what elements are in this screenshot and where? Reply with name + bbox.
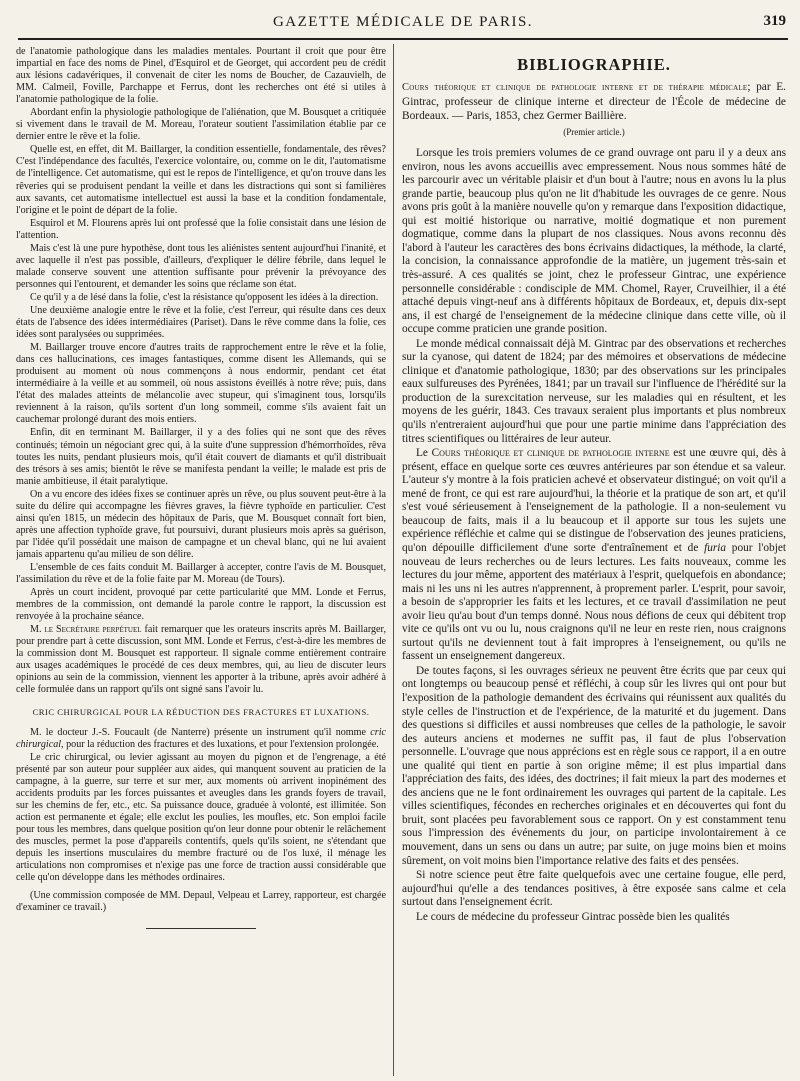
paragraph: De toutes façons, si les ouvrages sérieux ne peuvent être écrits que par ceux qui ont longtemps ou beaucoup pensé et réfléchi, à coup sûr les livres qui ont pour but l'exposition de la pathologie demandent des écrivains qui réunissent aux qualités du style celles de l'instruction et de l'expérience, de la maturité et du jugement. Dans des questions si difficiles et aussi nombreuses que celles de la pathologie, le savoir des auteurs anciens et modernes ne suffit pas, il faut de plus l'observation personnelle. L'ouvrage que nous apprécions est en règle sous ce rapport, il a en outre une qualité qui tient en partie à son origine même; il est plus impartial dans l'appréciation des faits, des idées, des doctrines; il fait mieux la part des modernes et des anciens que ne le font ordinairement les ouvrages qui partent de la capitale. Les villes scientifiques, fécondes en recherches originales et en découvertes qui font du bruit, sont placées peu favorablement sous ce rapport. On y est constamment tenu sous l'impression des événements du jour, on participe involontairement à ce mouvement, dans un sens ou dans un autre; par suite, on juge moins bien et moins sûrement, on voit moins bien l'importance relative des faits et des pensées.: [402, 664, 786, 867]
paragraph: Une deuxième analogie entre le rêve et la folie, c'est l'erreur, qui résulte dans ces deux états de l'absence des idées intermédiaires (Pariset). Dans le rêve comme dans la folie, ces idées sont paralysées ou supprimées.: [16, 304, 386, 341]
para-mid: est une œuvre qui, dès à présent, efface en quelque sorte ces œuvres antérieures par son étendue et sa valeur. L'auteur s'y montre à la fois praticien achevé et observateur distingué; on voit qu'il a mené de front, ce qui est rare aujourd'hui, la théorie et la pratique de son art, et qu'il s'est voué sérieusement à l'enseignement de la pathologie. Il a non-seulement vu beaucoup de faits, mais il a lu beaucoup et il apporte sur tous les sujets une expérience réfléchie et calme qui se distingue de l'observation des jeunes praticiens, qu'on dépouille difficilement d'une sorte d'entraînement et de: [402, 447, 786, 554]
section-end-rule: [146, 928, 256, 929]
paragraph: de l'anatomie pathologique dans les maladies mentales. Pourtant il croit que pour être impartial en face des noms de Pinel, d'Esquirol et de Georget, qui accordent peu de crédit aux lésions cadavériques, il convenait de citer les noms de Boucher, de Cazauvielh, de MM. Calmeil, Foville, Parchappe et Ferrus, dont les recherches ont été si utiles à l'anatomie pathologique de la folie.: [16, 46, 386, 106]
cric-intro-paragraph: [16, 727, 386, 751]
paragraph: Esquirol et M. Flourens après lui ont professé que la folie consistait dans une lésion de l'attention.: [16, 217, 386, 241]
paragraph: Après un court incident, provoqué par cette particularité que MM. Londe et Ferrus, membres de la commission, ont demandé la parole contre le rapport, la discussion est renvoyée à la prochaine séance.: [16, 587, 386, 623]
para-lead: Le: [416, 447, 432, 460]
article-note: (Premier article.): [563, 126, 625, 137]
bibliography-heading: BIBLIOGRAPHIE.: [517, 55, 671, 74]
paragraph: Mais c'est là une pure hypothèse, dont tous les aliénistes sentent aujourd'hui l'inanité, et avec laquelle il n'est pas possible, d'ailleurs, d'expliquer le délire fébrile, dans lequel le malade conserve souvent une attention suffisante pour prévenir la prévoyance des personnes qui l'entourent, et demander les soins que réclame son état.: [16, 242, 386, 290]
paragraph: Quelle est, en effet, dit M. Baillarger, la condition essentielle, fondamentale, des rêves? C'est l'indépendance des facultés, l'exercice volontaire, ou, comme on le dit, l'automatisme de l'intelligence. Cet automatisme, qui est le repos de l'intelligence, et qu'on trouve dans les rêveries qui se produisent pendant la veille et dans les distractions qui sont si familières aux savants, cet automatisme intellectuel est aussi la base et la condition fondamentale, l'origine et le point de départ de la folie.: [16, 144, 386, 216]
secretary-text: fait remarquer que les orateurs inscrits après M. Baillarger, pour prendre part à cette discussion, sont MM. Londe et Ferrus, c'est-à-dire les membres de la commission dont M. Bousquet est rapporteur. Il signale comme entièrement contraire aux usages académiques le procédé de ces deux membres, qui, au lieu de discuter leurs opinions au sein de la commission, viennent les apporter à la tribune, après avoir adhéré à celle formulée dans un rapport qu'ils ont signé sans l'avoir lu.: [16, 624, 386, 696]
secretary-lead: M. le Secrétaire perpétuel: [30, 624, 142, 636]
paragraph: L'ensemble de ces faits conduit M. Baillarger à accepter, contre l'avis de M. Bousquet, l'assimilation du rêve et de la folie faite par M. Moreau (de Tours).: [16, 561, 386, 586]
page-header: [18, 10, 788, 40]
cric-lead: M. le docteur J.-S. Foucault: [30, 726, 150, 738]
paragraph: [402, 447, 786, 664]
work-title: Cours théorique et clinique de pathologie interne: [431, 447, 670, 460]
review-title-rest: ; par E. Gintrac, professeur de clinique interne et directeur de l'École de médecine de Bordeaux. — Paris, 1853, chez Germer Baillière.: [402, 80, 786, 122]
paragraph: Abordant enfin la physiologie pathologique de l'aliénation, que M. Bousquet a critiquée si vivement dans le travail de M. Moreau, l'orateur soutient l'assimilation établie par ce dernier entre le rêve et la folie.: [16, 107, 386, 143]
review-title: [402, 80, 786, 123]
paragraph: Lorsque les trois premiers volumes de ce grand ouvrage ont paru il y a deux ans environ, nous les avons accueillis avec empressement. Nous nous sommes hâté de les parcourir avec un véritable plaisir et d'un bout à l'autre; nous en avons lu la plus grande partie, beaucoup plus qu'on ne lit d'habitude les ouvrages de ce genre. Nous avons pris goût à la manière nouvelle qu'on y remarque dans l'exposition didactique, qui est moitié historique ou narrative, moitié dogmatique et non purement dogmatique, comme dans la plupart de nos classiques. Nous avons reconnu dès l'abord à l'auteur les caractères des bons écrivains didactiques, la méthode, la clarté, la concision, la connaissance approfondie de la matière, un jugement très-sain et très-assuré. A ces qualités se joint, chez le professeur Gintrac, une expérience personnelle considérable : condisciple de MM. Chomel, Rayer, Cruveilhier, il a été attaché depuis vingt-neuf ans à différents hôpitaux de Bordeaux, et, depuis dix-sept ans, il est chargé de l'enseignement de la médecine clinique dans cette ville, où il occupe comme praticien une grande position.: [402, 147, 786, 336]
left-column: [16, 46, 386, 1076]
page-number: 319: [763, 13, 786, 29]
para-rest: pour l'objet nouveau de leurs recherches ou de leurs lectures. Les faits nouveaux, comme les lectures du jour même, apportent des matériaux à l'esprit, quelquefois en abondance; mais ni les uns ni les autres n'apprennent, à proprement parler. L'esprit, pour savoir, a besoin de s'approprier les faits et les lectures, et ce travail d'assimilation ne peut avoir lieu qu'au bout d'un temps donné. Nous nous défions de ceux qui débitent trop vite ce qu'ils ont vu ou lu, nous craignons qu'il ne leur en reste rien, nous craignons surtout qu'ils ne deviennent tout à fait impropres à l'enseignement, ou qu'ils ne fassent un enseignement dangereux.: [402, 541, 786, 663]
italic-term: furia: [704, 541, 727, 554]
journal-title: GAZETTE MÉDICALE DE PARIS.: [272, 14, 534, 30]
cric-rest: , pour la réduction des fractures et des luxations, et pour l'extension prolongée.: [61, 738, 379, 750]
paragraph: Le cours de médecine du professeur Gintrac possède bien les qualités: [416, 910, 730, 923]
paragraph: Si notre science peut être faite quelquefois avec une certaine fougue, elle perd, aujourd'hui qu'elle a des tendances positives, à être exposée sans calme et cela surtout dans l'enseignement écrit.: [402, 869, 786, 909]
secretary-paragraph: [16, 624, 386, 696]
paragraph: Ce qu'il y a de lésé dans la folie, c'est la résistance qu'opposent les idées à la direction.: [30, 291, 379, 303]
commission-note: (Une commission composée de MM. Depaul, Velpeau et Larrey, rapporteur, est chargée d'examiner ce travail.): [16, 890, 386, 914]
section-heading: CRIC CHIRURGICAL POUR LA RÉDUCTION DES FRACTURES ET LUXATIONS.: [32, 707, 370, 718]
paragraph: Enfin, dit en terminant M. Baillarger, il y a des folies qui ne sont que des rêves continués; témoin un négociant grec qui, à la suite d'une suppression d'hémorrhoïdes, rêva toutes les nuits, pendant plusieurs mois, qu'il était couvert de diamants et qu'il distribuait des trésors à ses amis; bientôt le rêve se manifesta pendant la veille; le malade est pris de manie ambitieuse, il était paralytique.: [16, 427, 386, 487]
paragraph: Le cric chirurgical, ou levier agissant au moyen du pignon et de l'engrenage, a été présenté par son auteur pour suppléer aux aides, qui manquent souvent au praticien de la campagne, à la guerre, sur terre et sur mer, aux moments où arrivent inopinément des accidents produits par les forces puissantes et aveugles dans les grands foyers de travail, sur les chemins de fer, etc., etc. Sa puissance douce, graduée à volonté, est illimitée. Son action est permanente et égale; elle exclut les poulies, les moufles, etc. Son emploi facile pour tous les membres, dans quelque position qu'on leur donne pour obtenir le relâchement des muscles, permet la pose d'appareils contentifs, quels qu'ils soient, ne s'étendant que depuis les insertions musculaires du membre fracturé ou de l'os luxé, il ménage les articulations non compromises et n'exige pas une force de traction aussi considérable que celle qu'on développe dans les méthodes ordinaires.: [16, 751, 386, 884]
paragraph: M. Baillarger trouve encore d'autres traits de rapprochement entre le rêve et la folie, dans ces hallucinations, ces images fantastiques, comme disent les Allemands, qui se produisent au moment où nous commençons à nous endormir, pendant cet état intermédiaire à la veille et au sommeil, où nous assistons éveillés à notre rêve; puis, dans l'état des malades atteints de mélancolie avec stupeur, qui s'imaginent tous, lorsqu'ils reviennent à la raison, qu'ils sortent d'un long sommeil, comme s'ils avaient fait un cauchemar prolongé durant des mois entiers.: [16, 342, 386, 426]
cric-mid: (de Nanterre) présente un instrument qu'il nomme: [149, 726, 371, 738]
right-column: [402, 46, 786, 1076]
paragraph: On a vu encore des idées fixes se continuer après un rêve, ou plus souvent peut-être à la suite du délire qui accompagne les fièvres graves, la fièvre typhoïde en particulier. C'est ainsi qu'en 1815, un médecin des hôpitaux de Paris, que M. Bousquet connaît fort bien, après une affection typhoïde grave, fut poursuivi, durant plusieurs mois après sa guérison, par l'idée qu'il possédait une maison de campagne et un cheval blanc, qui ne lui avaient jamais appartenu qu'au milieu de son délire.: [16, 488, 386, 560]
paragraph: Le monde médical connaissait déjà M. Gintrac par des observations et recherches sur la cyanose, qui datent de 1824; par des mémoires et observations de médecine clinique et d'anatomie pathologique, 1830; par des observations sur les principales eaux sulfureuses des Pyrénées, 1841; par un travail sur l'influence de l'hérédité sur la production de la surexcitation nerveuse, sur les maladies qui en résultent, et les moyens de les guérir, 1843. Ces travaux seraient plus importants et plus nombreux qu'ils n'entreraient aujourd'hui que pour une partie minime dans l'appréciation des titres scientifiques ou littéraires de leur auteur.: [402, 337, 786, 445]
cric-term: cric chirurgical: [16, 726, 386, 750]
column-divider: [393, 44, 394, 1076]
review-title-caps: Cours théorique et clinique de pathologie interne et de thérapie médicale: [402, 81, 748, 93]
